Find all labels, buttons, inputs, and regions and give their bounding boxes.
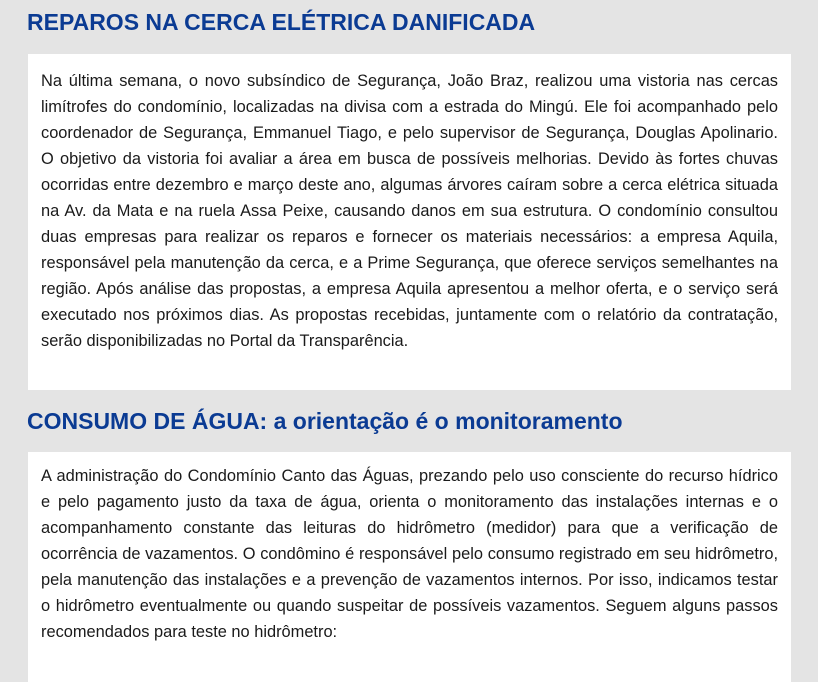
article-card-electric-fence bbox=[28, 54, 791, 390]
section-title-electric-fence: REPAROS NA CERCA ELÉTRICA DANIFICADA bbox=[27, 9, 536, 35]
article-body-electric-fence: Na última semana, o novo subsíndico de Segurança, João Braz, realizou uma vistoria nas cercas limítrofes do condomínio, localizadas na divisa com a estrada do Mingú. Ele foi acompanhado pelo coordenador de Segurança, Emmanuel Tiago, e pelo supervisor de Segurança, Douglas Apolinario. O objetivo da vistoria foi avaliar a área em busca de possíveis melhorias. Devido às fortes chuvas ocorridas entre dezembro e março deste ano, algumas árvores caíram sobre a cerca elétrica situada na Av. da Mata e na ruela Assa Peixe, causando danos em sua estrutura. O condomínio consultou duas empresas para realizar os reparos e fornecer os materiais necessários: a empresa Aquila, responsável pela manutenção da cerca, e a Prime Segurança, que oferece serviços semelhantes na região. Após análise das propostas, a empresa Aquila apresentou a melhor oferta, e o serviço será executado nos próximos dias. As propostas recebidas, juntamente com o relatório da contratação, serão disponibilizadas no Portal da Transparência. bbox=[41, 72, 778, 350]
article-card-water-consumption bbox=[28, 452, 791, 682]
section-title-water-consumption: CONSUMO DE ÁGUA: a orientação é o monitoramento bbox=[27, 408, 623, 434]
article-body-water-consumption: A administração do Condomínio Canto das Águas, prezando pelo uso consciente do recurso hídrico e pelo pagamento justo da taxa de água, orienta o monitoramento das instalações internas e o acompanhamento constante das leituras do hidrômetro (medidor) para que a verificação de ocorrência de vazamentos. O condômino é responsável pelo consumo registrado em seu hidrômetro, pela manutenção das instalações e a prevenção de vazamentos internos. Por isso, indicamos testar o hidrômetro eventualmente ou quando suspeitar de possíveis vazamentos. Seguem alguns passos recomendados para teste no hidrômetro: bbox=[41, 467, 778, 641]
